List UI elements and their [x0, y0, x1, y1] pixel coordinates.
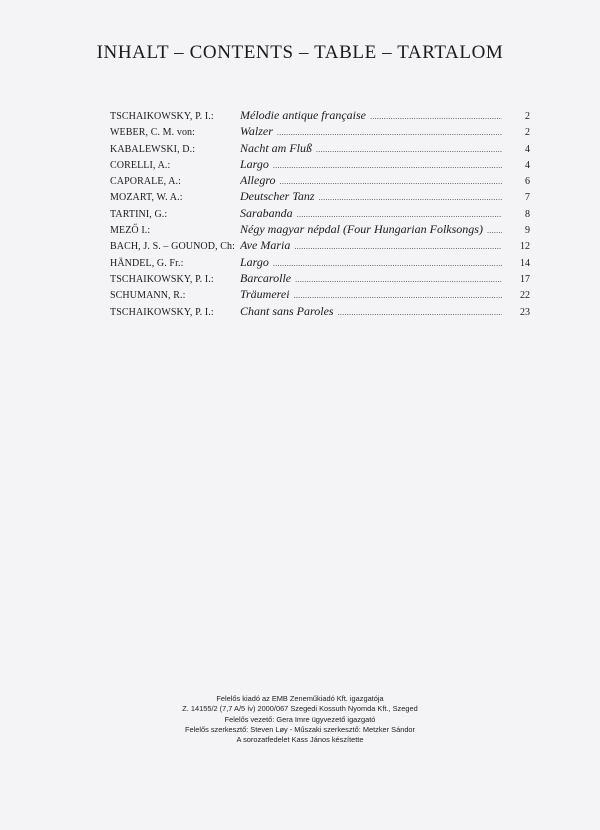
page-number: 4 [525, 159, 530, 171]
composer-name: KABALEWSKI, D.: [110, 143, 196, 155]
page-title: INHALT – CONTENTS – TABLE – TARTALOM [96, 42, 504, 63]
piece-title: Walzer [240, 124, 273, 139]
page-number: 8 [525, 208, 530, 220]
piece-title: Largo [240, 254, 269, 269]
table-of-contents [110, 108, 530, 320]
composer-name: BACH, J. S. – GOUNOD, Ch: [110, 241, 236, 253]
composer-name: HÄNDEL, G. Fr.: [110, 257, 184, 269]
dot-leader [338, 308, 502, 317]
toc-entry [110, 173, 530, 189]
dot-leader [370, 112, 502, 121]
composer-name: TSCHAIKOWSKY, P. I.: [110, 273, 214, 285]
piece-title: Négy magyar népdal (Four Hungarian Folksongs) [240, 222, 483, 237]
piece-title: Träumerei [240, 287, 290, 302]
dot-leader [297, 210, 502, 219]
dot-leader [294, 242, 502, 251]
composer-name: CAPORALE, A.: [110, 176, 182, 188]
dot-leader [280, 177, 502, 186]
dot-leader [295, 275, 502, 284]
colophon-line: Felelős vezető: Gera Imre ügyvezető igazgató [224, 714, 376, 724]
dot-leader [294, 291, 502, 300]
page-number: 9 [525, 225, 530, 237]
page-number: 22 [520, 290, 530, 302]
composer-name: MEZŐ I.: [110, 225, 151, 237]
toc-entry [110, 271, 530, 287]
dot-leader [319, 193, 502, 202]
publisher-colophon [0, 694, 600, 745]
toc-entry [110, 206, 530, 222]
dot-leader [487, 226, 502, 235]
dot-leader [277, 128, 502, 137]
piece-title: Sarabanda [240, 205, 293, 220]
piece-title: Nacht am Fluß [240, 140, 312, 155]
colophon-line: Felelős kiadó az EMB Zeneműkiadó Kft. igazgatója [216, 694, 384, 703]
piece-title: Mélodie antique française [240, 108, 366, 122]
page-number: 4 [525, 143, 530, 155]
composer-name: CORELLI, A.: [110, 159, 171, 171]
toc-entry [110, 222, 530, 238]
toc-entry [110, 255, 530, 271]
piece-title: Barcarolle [240, 270, 292, 285]
toc-entry [110, 108, 530, 124]
colophon-line: Felelős szerkesztő: Steven Løy - Műszaki szerkesztő: Metzker Sándor [184, 724, 415, 734]
page-number: 2 [525, 127, 530, 139]
composer-name: WEBER, C. M. von: [110, 127, 196, 139]
toc-entry [110, 287, 530, 303]
dot-leader [316, 145, 502, 154]
toc-entry [110, 304, 530, 320]
composer-name: TSCHAIKOWSKY, P. I.: [110, 111, 214, 122]
page-number: 7 [525, 192, 530, 204]
toc-entry [110, 157, 530, 173]
composer-name: TSCHAIKOWSKY, P. I.: [110, 306, 214, 318]
page-number: 12 [520, 241, 530, 253]
page-number: 17 [520, 273, 530, 285]
composer-name: SCHUMANN, R.: [110, 290, 186, 302]
piece-title: Largo [240, 156, 269, 171]
piece-title: Allegro [240, 173, 276, 188]
colophon-line: A sorozatfedelet Kass János készítette [236, 735, 364, 745]
dot-leader [273, 259, 502, 268]
toc-entry [110, 189, 530, 205]
colophon-line: Z. 14155/2 (7,7 A/5 ív) 2000/067 Szegedi Kossuth Nyomda Kft., Szeged [182, 704, 418, 714]
page-number: 14 [520, 257, 530, 269]
composer-name: MOZART, W. A.: [110, 192, 183, 204]
toc-entry [110, 141, 530, 157]
piece-title: Deutscher Tanz [240, 189, 315, 204]
composer-name: TARTINI, G.: [110, 208, 168, 220]
page-number: 23 [520, 306, 530, 318]
piece-title: Chant sans Paroles [240, 303, 334, 318]
page-number: 6 [525, 176, 530, 188]
toc-entry [110, 124, 530, 140]
piece-title: Ave Maria [240, 238, 291, 253]
toc-entry [110, 238, 530, 254]
page-number: 2 [525, 111, 530, 122]
dot-leader [273, 161, 502, 170]
